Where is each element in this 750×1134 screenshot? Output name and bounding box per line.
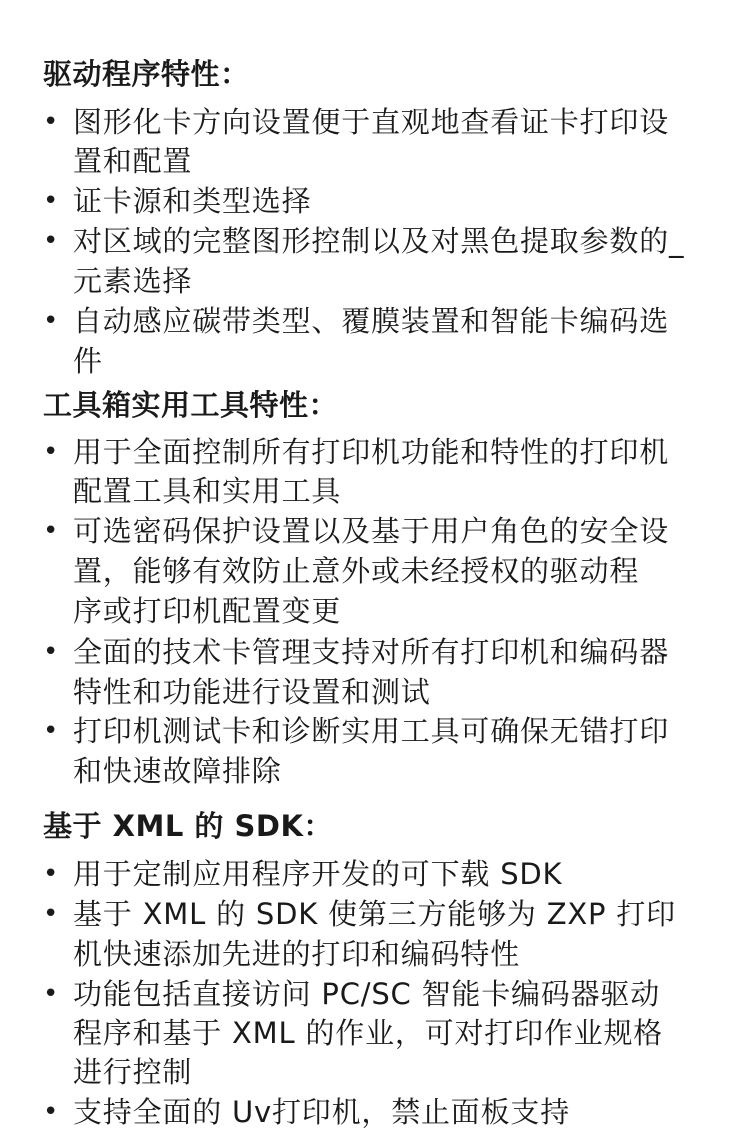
list-item-line: 特性和功能进行设置和测试: [73, 675, 431, 709]
bullet-icon: •: [43, 859, 59, 889]
bullet-icon: •: [43, 306, 59, 336]
list-item-line: 图形化卡方向设置便于直观地查看证卡打印设: [73, 105, 670, 139]
list-item-line: 进行控制: [73, 1055, 193, 1089]
bullet-icon: •: [43, 1097, 59, 1127]
list-item-line: 自动感应碳带类型、覆膜装置和智能卡编码选: [73, 304, 670, 338]
bullet-icon: •: [43, 637, 59, 667]
bullet-icon: •: [43, 716, 59, 746]
list-item-line: 基于 XML 的 SDK 使第三方能够为 ZXP 打印: [73, 897, 676, 931]
list-item-line: 对区域的完整图形控制以及对黑色提取参数的_: [73, 224, 685, 258]
list-item-line: 机快速添加先进的打印和编码特性: [73, 937, 521, 971]
section-heading-xml-sdk: 基于 XML 的 SDK：: [43, 809, 333, 843]
list-item-line: 元素选择: [73, 264, 193, 298]
section-heading-toolbox-features: 工具箱实用工具特性：: [43, 388, 339, 422]
list-item-line: 件: [73, 344, 103, 378]
section-heading-driver-features: 驱动程序特性：: [43, 57, 250, 91]
bullet-icon: •: [43, 226, 59, 256]
list-item-line: 序或打印机配置变更: [73, 594, 342, 628]
bullet-icon: •: [43, 107, 59, 137]
list-item-line: 置，能够有效防止意外或未经授权的驱动程: [73, 554, 640, 588]
list-item-line: 可选密码保护设置以及基于用户角色的安全设: [73, 514, 670, 548]
list-item-line: 配置工具和实用工具: [73, 474, 342, 508]
list-item-line: 置和配置: [73, 144, 193, 178]
bullet-icon: •: [43, 899, 59, 929]
bullet-icon: •: [43, 186, 59, 216]
list-item-line: 全面的技术卡管理支持对所有打印机和编码器: [73, 635, 670, 669]
list-item-line: 和快速故障排除: [73, 754, 282, 788]
list-item-line: 功能包括直接访问 PC/SC 智能卡编码器驱动: [73, 977, 661, 1011]
list-item-line: 证卡源和类型选择: [73, 184, 312, 218]
bullet-icon: •: [43, 437, 59, 467]
bullet-icon: •: [43, 979, 59, 1009]
list-item-line: 支持全面的 Uv打印机，禁止面板支持: [73, 1095, 571, 1129]
list-item-line: 打印机测试卡和诊断实用工具可确保无错打印: [73, 714, 670, 748]
list-item-line: 程序和基于 XML 的作业，可对打印作业规格: [73, 1016, 664, 1050]
list-item-line: 用于全面控制所有打印机功能和特性的打印机: [73, 435, 670, 469]
bullet-icon: •: [43, 516, 59, 546]
list-item-line: 用于定制应用程序开发的可下载 SDK: [73, 857, 563, 891]
